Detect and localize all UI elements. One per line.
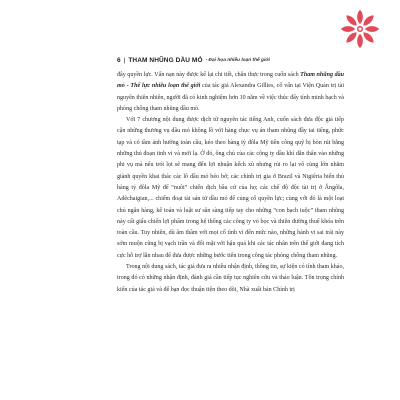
text-run: Với 7 chương nội dung được dịch từ nguyên tác tiếng Anh, cuốn sách đưa độc giả tiếp cận những thương vụ dầu mỏ không lồ với hàng chục vụ án tham nhũng đầy tai tiếng, phức tạp và có tầm ảnh hưởng toàn cầu, kéo theo hàng tỷ đôla Mỹ tiền công quỹ bị bòn rút bằng những thủ đoạn tinh vi và mới lạ. Ở đó, ông chủ của các công ty dầu khí dẫn thân vào những phi vụ mà nếu trót lọt sẽ mang đến lợi nhuận kếch xù nhưng rủi ro lại vô cùng lớn nhằm giành quyền khai thác các lô dầu mỏ béo bở; các chính trị gia ở Brazil và Nigiêria biến thủ hàng tỷ đôla Mỹ để “nuôi” chiến dịch bầu cử của họ; các chế độ độc tài trị ở Ăngôla, Adêchaigian,... chiếm đoạt tài sản từ dầu mỏ để củng cố quyền lực; cùng với đó là một loạt chủ ngân hàng, kế toán và luật sư sẵn sàng tiếp tay cho những “con bạch tuộc” tham nhũng này cất giấu chiến lợi phẩm trong hệ thống các công ty vỏ bọc và thiên đường thuế khóa trên toàn cầu. Tuy nhiên, dù âm thầm với mọi cố tình vì đến mức nào, những hành vi sai trái này sớm muộn cũng bị vạch trần và đối mặt với hậu quả khi các tác nhân trên thế giới đang tích cực hỗ trợ lẫn nhau để đưa được những bước tiến trong công tác phòng chống tham nhũng.: [117, 117, 344, 259]
body-text: [117, 70, 344, 296]
text-run: Trong nội dung sách, tác giả đưa ra nhiều nhận định, thông tin, sự kiện có tính tham khảo, trong đó có những nhận định, đánh giá cần tiếp tục nghiên cứu và thảo luận. Tôn trọng chính kiến của tác giả và để bạn đọc thuận tiện theo dõi, Nhà xuất bản Chính trị: [117, 264, 344, 293]
header-separator: |: [123, 56, 126, 64]
book-subtitle: - Đại họa nhiễu loạn thế giới: [205, 57, 270, 63]
paragraph-3: [117, 262, 344, 296]
paragraph-1: [117, 70, 344, 115]
publisher-logo-icon: [336, 5, 384, 53]
book-title: THAM NHŨNG DẦU MỎ: [128, 56, 203, 64]
text-run: đây quyền lực. Vấn nạn này được kể lại chi tiết, chân thực trong cuốn sách: [117, 72, 301, 78]
text-run: của tác giả Alexandra Gillies, cố vấn tại Viện Quản trị tài nguyên thiên nhiên, người đã có kinh nghiệm hơn 10 năm về việc thúc đẩy tính minh bạch và phòng chống tham nhũng dầu mỏ.: [117, 83, 344, 112]
page-number: 6: [117, 56, 121, 64]
cited-book-title: Tham nhũng dầu mỏ - Thế lực nhiễu loạn thế giới: [117, 72, 344, 90]
paragraph-2: [117, 115, 344, 262]
running-header: [117, 53, 347, 67]
